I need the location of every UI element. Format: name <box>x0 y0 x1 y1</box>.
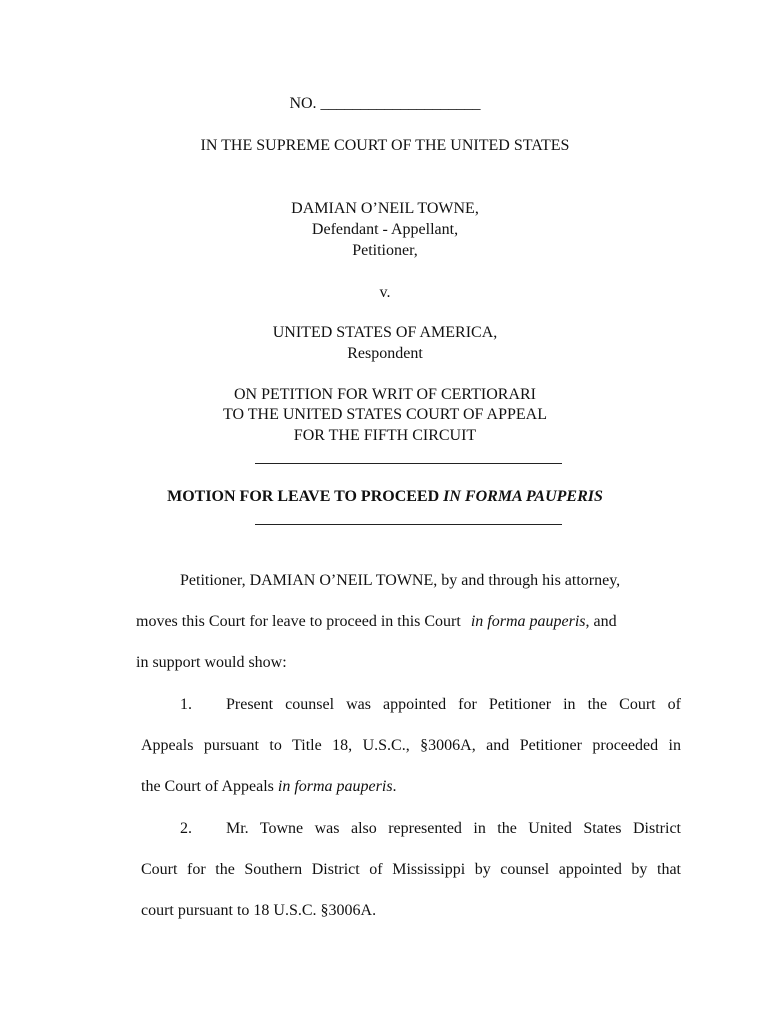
intro-line-3: in support would show: <box>136 654 287 671</box>
petition-line-2: TO THE UNITED STATES COURT OF APPEAL <box>222 406 547 423</box>
versus: v. <box>379 284 391 301</box>
motion-title-italic: IN FORMA PAUPERIS <box>443 488 603 505</box>
petition-line-1: ON PETITION FOR WRIT OF CERTIORARI <box>233 386 536 403</box>
item-2-line-3: court pursuant to 18 U.S.C. §3006A. <box>141 902 377 919</box>
item-2-number: 2. <box>180 820 192 837</box>
respondent-name: UNITED STATES OF AMERICA, <box>272 324 498 341</box>
item-1-line-3 <box>141 776 397 797</box>
item-1-line-3-tail: . <box>392 778 397 795</box>
intro-line-2-italic: in forma pauperis <box>470 613 586 630</box>
item-2-line-2: Court for the Southern District of Mississippi by counsel appointed by that <box>141 861 681 878</box>
petition-line-3: FOR THE FIFTH CIRCUIT <box>293 427 477 444</box>
motion-title <box>0 486 770 507</box>
docket-number: NO. ____________________ <box>289 95 481 112</box>
petitioner-name: DAMIAN O’NEIL TOWNE, <box>291 200 479 217</box>
item-1-line-1: Present counsel was appointed for Petitioner in the Court of <box>226 696 681 713</box>
item-2-line-1: Mr. Towne was also represented in the United States District <box>226 820 681 837</box>
intro-line-2 <box>136 611 617 632</box>
item-1-number: 1. <box>180 696 192 713</box>
intro-line-1: Petitioner, DAMIAN O’NEIL TOWNE, by and through his attorney, <box>180 572 621 589</box>
item-1-line-3-italic: in forma pauperis <box>277 778 393 795</box>
intro-line-2-tail: , and <box>585 613 617 630</box>
divider-bottom <box>255 524 562 525</box>
item-1-line-2: Appeals pursuant to Title 18, U.S.C., §3006A, and Petitioner proceeded in <box>141 737 681 754</box>
petitioner-role-petitioner: Petitioner, <box>352 242 418 259</box>
court-name: IN THE SUPREME COURT OF THE UNITED STATES <box>200 137 570 154</box>
motion-title-lead: MOTION FOR LEAVE TO PROCEED <box>167 488 444 505</box>
divider-top <box>255 463 562 464</box>
respondent-role: Respondent <box>347 345 423 362</box>
intro-line-2-text: moves this Court for leave to proceed in this Court <box>136 613 465 630</box>
item-1-line-3-text: the Court of Appeals <box>141 778 278 795</box>
petitioner-role-appellant: Defendant - Appellant, <box>311 221 459 238</box>
